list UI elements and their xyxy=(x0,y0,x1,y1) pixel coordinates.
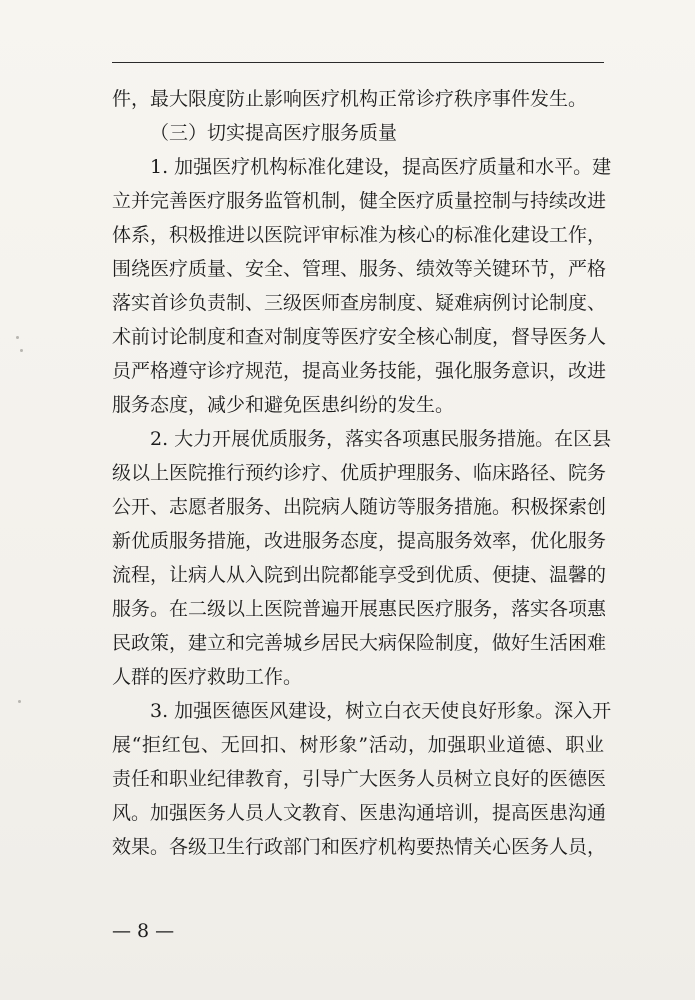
document-body xyxy=(112,82,612,864)
text-line: 级以上医院推行预约诊疗、优质护理服务、临床路径、院务 xyxy=(112,462,607,484)
text-line: （三）切实提高医疗服务质量 xyxy=(150,122,398,144)
text-line: 服务。在二级以上医院普遍开展惠民医疗服务，落实各项惠 xyxy=(112,598,607,620)
page-number: — 8 — xyxy=(112,920,175,942)
text-line: 责任和职业纪律教育，引导广大医务人员树立良好的医德医 xyxy=(112,768,607,790)
text-line: 公开、志愿者服务、出院病人随访等服务措施。积极探索创 xyxy=(112,496,607,518)
text-line: 体系，积极推进以医院评审标准为核心的标准化建设工作， xyxy=(112,224,607,246)
text-line: 1. 加强医疗机构标准化建设，提高医疗质量和水平。建 xyxy=(150,156,612,178)
text-line: 新优质服务措施，改进服务态度，提高服务效率，优化服务 xyxy=(112,530,607,552)
text-line: 立并完善医疗服务监管机制，健全医疗质量控制与持续改进 xyxy=(112,190,607,212)
text-line: 人群的医疗救助工作。 xyxy=(112,666,303,688)
text-line: 民政策，建立和完善城乡居民大病保险制度，做好生活困难 xyxy=(112,632,607,654)
scan-speck xyxy=(18,700,21,703)
text-line: 落实首诊负责制、三级医师查房制度、疑难病例讨论制度、 xyxy=(112,292,607,314)
text-line: 员严格遵守诊疗规范，提高业务技能，强化服务意识，改进 xyxy=(112,360,607,382)
text-line: 2. 大力开展优质服务，落实各项惠民服务措施。在区县 xyxy=(150,428,612,450)
text-line: 服务态度，减少和避免医患纠纷的发生。 xyxy=(112,394,455,416)
scan-speck xyxy=(20,349,23,352)
text-line: 围绕医疗质量、安全、管理、服务、绩效等关键环节，严格 xyxy=(112,258,607,280)
header-rule xyxy=(112,62,604,63)
text-line: 件，最大限度防止影响医疗机构正常诊疗秩序事件发生。 xyxy=(112,88,588,110)
text-line: 3. 加强医德医风建设，树立白衣天使良好形象。深入开 xyxy=(150,700,612,722)
text-line: 风。加强医务人员人文教育、医患沟通培训，提高医患沟通 xyxy=(112,802,607,824)
text-line: 效果。各级卫生行政部门和医疗机构要热情关心医务人员， xyxy=(112,836,607,858)
text-line: 展“拒红包、无回扣、树形象”活动，加强职业道德、职业 xyxy=(112,734,604,756)
text-line: 术前讨论制度和查对制度等医疗安全核心制度，督导医务人 xyxy=(112,326,607,348)
text-line: 流程，让病人从入院到出院都能享受到优质、便捷、温馨的 xyxy=(112,564,607,586)
scan-speck xyxy=(16,336,19,339)
